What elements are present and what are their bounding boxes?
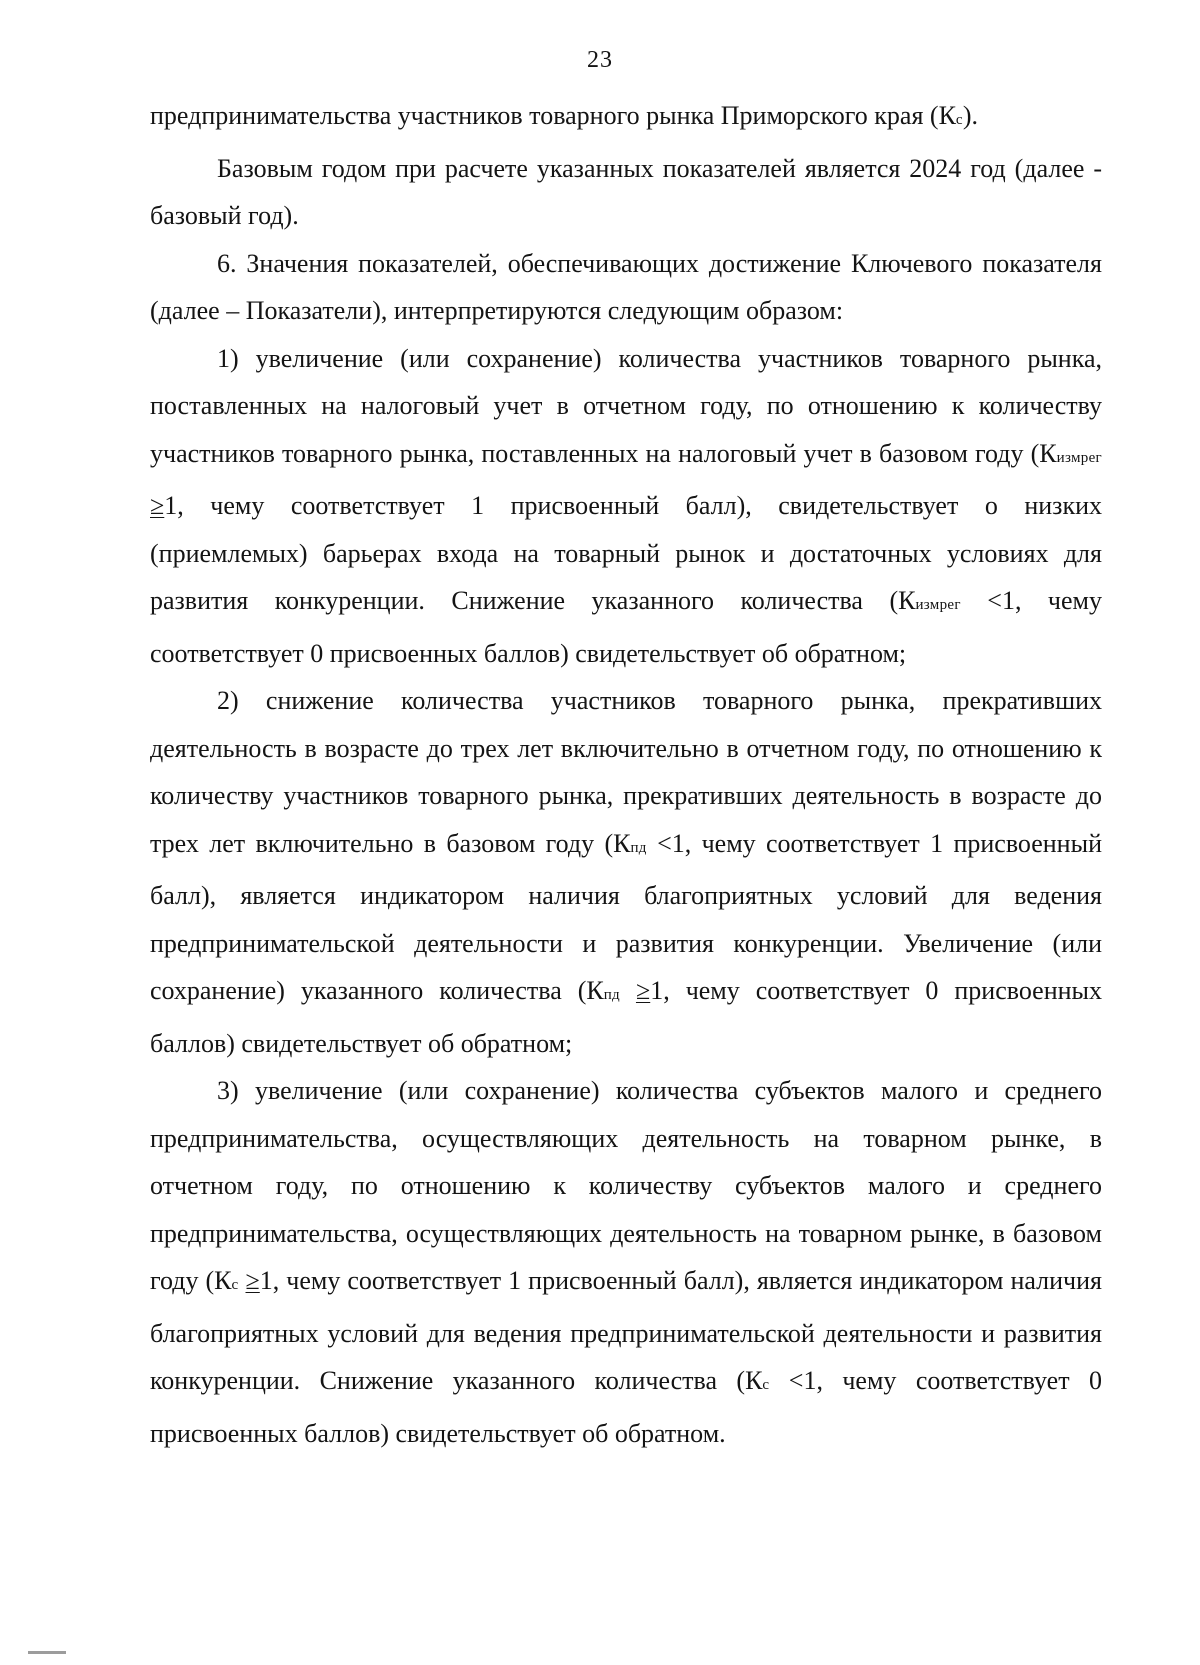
paragraph-base-year — [150, 145, 1102, 240]
text-run: 3) увеличение (или сохранение) количества субъектов малого и среднего предпринимательства, осуществляющих деятельность на товарном рынке, в отчетном году, по отношению к количеству субъектов малого и среднего предпринимательства, осуществляющих деятельность на товарном рынке, в базовом году (К — [150, 1076, 1102, 1295]
text-run: 6. Значения показателей, обеспечивающих достижение Ключевого показателя (далее – Показатели), интерпретируются следующим образом: — [150, 248, 1102, 325]
text-run: 1, чему соответствует 0 присвоенных баллов) свидетельствует об обратном; — [150, 976, 1103, 1058]
subscript: измрег — [915, 597, 961, 613]
text-run: Базовым годом при расчете указанных показателей является 2024 год (далее - базовый год). — [150, 153, 1102, 230]
paragraph-item-6 — [150, 240, 1102, 335]
page-number: 23 — [587, 47, 613, 73]
subscript: с — [762, 1377, 770, 1393]
subscript: с — [955, 112, 963, 128]
text-run: 1, чему соответствует 1 присвоенный балл), свидетельствует о низких (приемлемых) барьерах входа на товарный рынок и достаточных условиях для развития конкуренции. Снижение указанного количества (К — [150, 491, 1102, 615]
subscript: с — [231, 1277, 239, 1293]
text-run: <1, чему соответствует 1 присвоенный балл), является индикатором наличия благоприятных условий для ведения предпринимательской деятельности и развития конкуренции. Увеличение (или сохранение) указанного количества (К — [150, 828, 1102, 1005]
text-run: 1) увеличение (или сохранение) количества участников товарного рынка, поставленных на налоговый учет в отчетном году, по отношению к количеству участников товарного рынка, поставленных на налоговый учет в базовом году (К — [150, 343, 1102, 468]
paragraph-subitem-2 — [150, 677, 1102, 1067]
paragraph-subitem-1 — [150, 335, 1102, 678]
text-run: 2) снижение количества участников товарного рынка, прекративших деятельность в возрасте до трех лет включительно в отчетном году, по отношению к количеству участников товарного рынка, прекративших деятельность в возрасте до трех лет включительно в базовом году (К — [150, 686, 1102, 858]
math-symbol: ≥ — [245, 1266, 260, 1295]
text-run: предпринимательства участников товарного рынка Приморского края (К — [150, 101, 956, 130]
document-body — [150, 92, 1102, 1457]
math-symbol: ≥ — [150, 491, 165, 520]
paragraph-continuation — [150, 92, 1102, 145]
subscript: пд — [603, 987, 620, 1003]
paragraph-subitem-3 — [150, 1067, 1102, 1457]
text-run: <1, чему соответствует 0 присвоенных баллов) свидетельствует об обратном. — [150, 1366, 1102, 1448]
subscript: измрег — [1056, 449, 1102, 466]
math-symbol: ≥ — [635, 976, 651, 1005]
text-run: 1, чему соответствует 1 присвоенный балл), является индикатором наличия благоприятных условий для ведения предпринимательской деятельности и развития конкуренции. Снижение указанного количества (К — [150, 1266, 1102, 1395]
text-run: ). — [962, 101, 979, 130]
scan-artifact-mark — [28, 1651, 66, 1654]
text-run: <1, чему соответствует 0 присвоенных баллов) свидетельствует об обратном; — [150, 586, 1102, 668]
subscript: пд — [630, 839, 647, 856]
